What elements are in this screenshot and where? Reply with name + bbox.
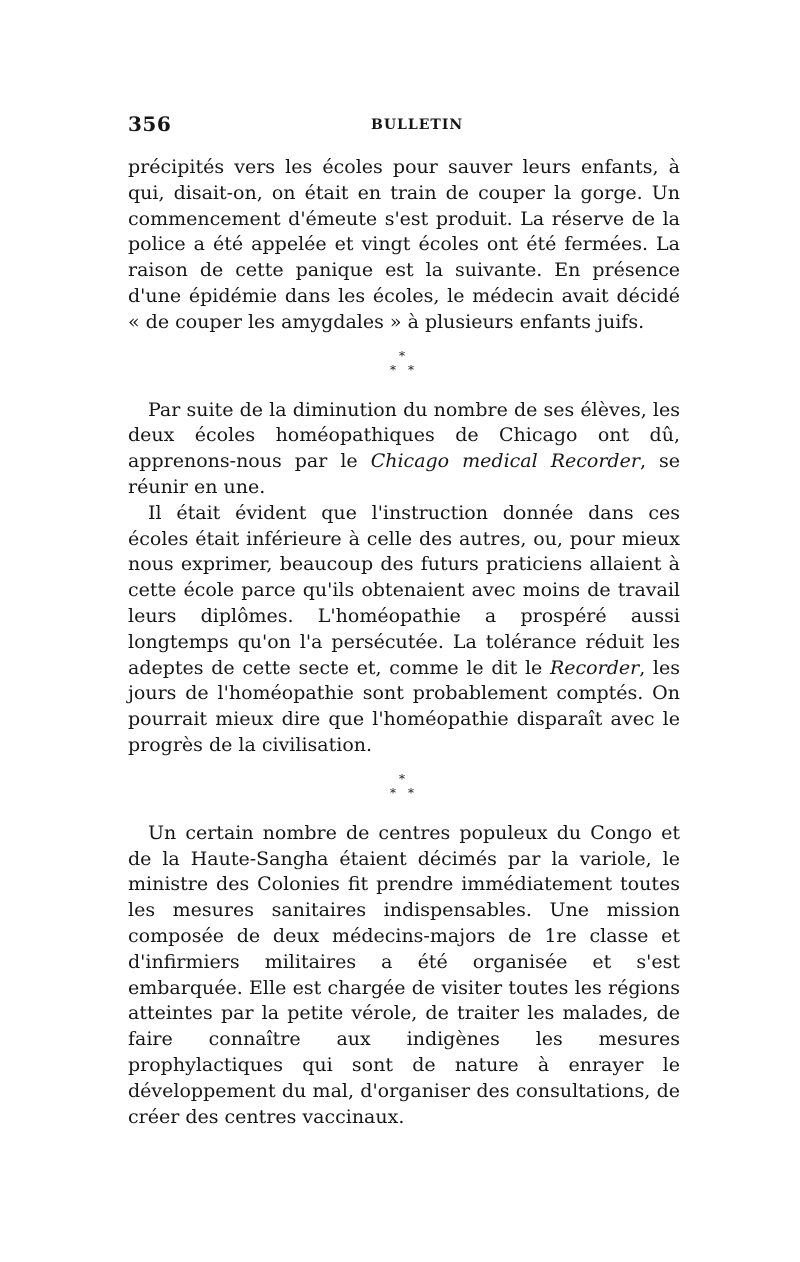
asterisk: * bbox=[390, 785, 396, 800]
text-run: Par suite de la diminution du nombre de ses élèves, les deux écoles homéopathiques de Chicago ont dû, apprenons-nous par le bbox=[128, 398, 680, 473]
asterisk: * bbox=[399, 771, 405, 786]
body-text bbox=[128, 155, 680, 1130]
text-run: , se réunir en une. bbox=[128, 450, 680, 498]
asterisk: * bbox=[408, 785, 414, 800]
paragraph-homeopathy bbox=[128, 501, 680, 759]
page-number: 356 bbox=[128, 112, 172, 136]
asterisk: * bbox=[408, 362, 414, 377]
running-head: BULLETIN bbox=[371, 117, 464, 133]
asterism-separator bbox=[384, 769, 424, 805]
asterisk: * bbox=[399, 348, 405, 363]
text-run: , les jours de l'homéopathie sont probablement comptés. On pourrait mieux dire que l'homéopathie disparaît avec le progrès de la civilisation. bbox=[128, 656, 681, 756]
paragraph-congo-variole: Un certain nombre de centres populeux du Congo et de la Haute-Sangha étaient décimés par la variole, le ministre des Colonies fit prendre immédiatement toutes les mesures sanitaires indispensables. Une mission composée de deux médecins-majors de 1re classe et d'infirmiers militaires a été organisée et s'est embarquée. Elle est chargée de visiter toutes les régions atteintes par la petite vérole, de traiter les malades, de faire connaître aux indigènes les mesures prophylactiques qui sont de nature à enrayer le développement du mal, d'organiser des consultations, de créer des centres vaccinaux. bbox=[128, 821, 680, 1128]
text-run: Il était évident que l'instruction donnée dans ces écoles était inférieure à celle des autres, ou, pour mieux nous exprimer, beaucoup des futurs praticiens allaient à cette école parce qu'ils obtenaient avec moins de travail leurs diplômes. L'homéopathie a prospéré aussi longtemps qu'on l'a persécutée. La tolérance réduit les adeptes de cette secte et, comme le dit le bbox=[128, 501, 680, 679]
publication-title: Chicago medical Recorder bbox=[370, 450, 640, 473]
publication-title: Recorder bbox=[549, 656, 640, 679]
asterisk: * bbox=[390, 362, 396, 377]
paragraph-school-panic: précipités vers les écoles pour sauver leurs enfants, à qui, disait-on, on était en train de couper la gorge. Un commencement d'émeute s'est produit. La réserve de la police a été appelée et vingt écoles ont été fermées. La raison de cette panique est la suivante. En présence d'une épidémie dans les écoles, le médecin avait décidé « de couper les amygdales » à plusieurs enfants juifs. bbox=[128, 156, 680, 333]
paragraph-chicago-schools bbox=[128, 398, 680, 501]
page-header bbox=[128, 112, 680, 142]
asterism-separator bbox=[384, 346, 424, 382]
